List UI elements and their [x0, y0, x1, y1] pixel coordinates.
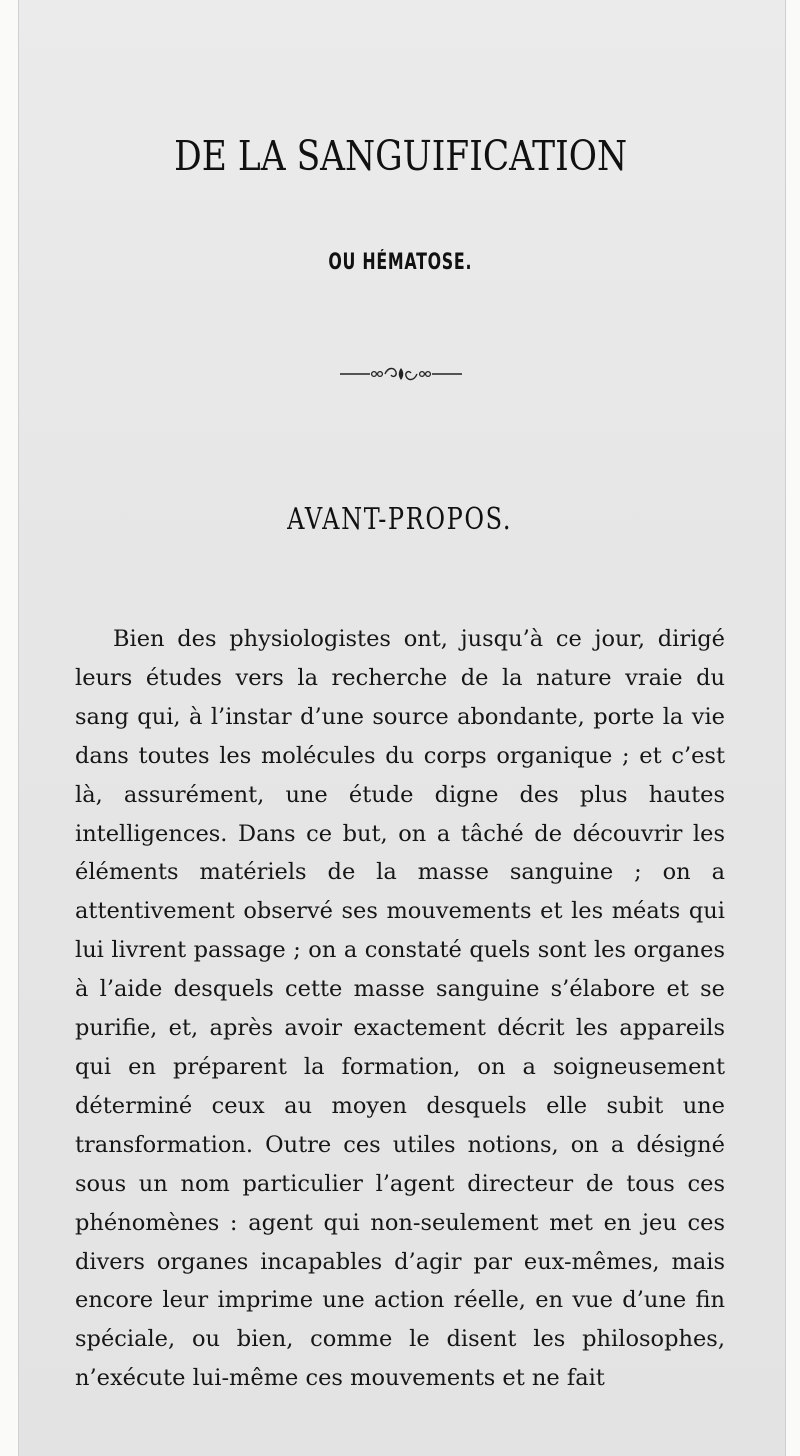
section-heading: AVANT-PROPOS.: [287, 502, 513, 537]
page-subtitle: OU HÉMATOSE.: [328, 250, 473, 275]
body-paragraph: Bien des physiologistes ont, jusqu’à ce jour, dirigé leurs études vers la recherche de la nature vraie du sang qui, à l’instar d’une source abondante, porte la vie dans toutes les molécules du corps organique ; et c’est là, assurément, une étude digne des plus hautes intelligences. Dans ce but, on a tâché de découvrir les éléments matériels de la masse sanguine ; on a attentivement observé ses mouvements et les méats qui lui livrent passage ; on a constaté quels sont les organes à l’aide desquels cette masse sanguine s’élabore et se purifie, et, après avoir exactement décrit les appareils qui en préparent la formation, on a soigneusement déterminé ceux au moyen desquels elle subit une transformation. Outre ces utiles notions, on a désigné sous un nom particulier l’agent directeur de tous ces phénomènes : agent qui non-seulement met en jeu ces divers organes incapables d’agir par eux-mêmes, mais encore leur imprime une action réelle, en vue d’une fin spéciale, ou bien, comme le disent les philosophes, n’exécute lui-même ces mouvements et ne fait: [75, 626, 725, 1392]
ornament-divider-icon: [340, 364, 462, 384]
page-title: DE LA SANGUIFICATION: [174, 132, 628, 180]
